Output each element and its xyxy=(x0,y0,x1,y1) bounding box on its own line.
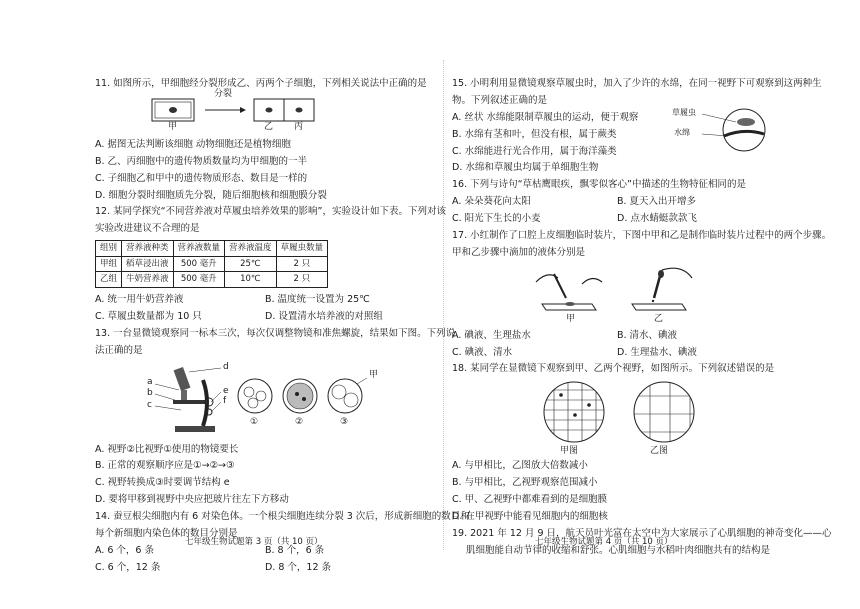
question-15-stem-2: 物。下列叙述正确的是 xyxy=(452,94,548,106)
q15-option-c: C. 水绵能进行光合作用，属于海洋藻类 xyxy=(452,145,617,157)
right-column xyxy=(452,78,832,562)
question-15-stem-1: 15. 小明利用显微镜观察草履虫时，加入了少许的水绵，在同一视野下可观察到这两种生 xyxy=(452,78,822,89)
question-12-stem-1: 12. 某同学探究“不同营养液对草履虫培养效果的影响”，实验设计如下表。下列对该 xyxy=(95,206,446,218)
paramecium-figure xyxy=(672,106,782,152)
microscope-label-d: d xyxy=(223,361,229,372)
question-11 xyxy=(95,78,435,201)
table-header-row xyxy=(96,241,328,257)
question-18-stem: 18. 某同学在显微镜下观察到甲、乙两个视野，如图所示。下列叙述错误的是 xyxy=(452,363,775,375)
q11-option-d: D. 细胞分裂时细胞质先分裂，随后细胞核和细胞膜分裂 xyxy=(95,189,327,201)
q14-option-d: D. 8 个，12 条 xyxy=(265,561,332,573)
q11-option-a: A. 据图无法判断该细胞 动物细胞还是植物细胞 xyxy=(95,138,291,150)
view-label-3: ③ xyxy=(340,416,349,427)
table-header: 草履虫数量 xyxy=(276,241,328,257)
q13-option-d: D. 要将甲移到视野中央应把玻片往左下方移动 xyxy=(95,494,289,506)
question-13 xyxy=(95,327,456,506)
slide-prep-figure xyxy=(532,264,702,326)
question-17-stem-2: 甲和乙步骤中滴加的液体分别是 xyxy=(452,246,586,258)
q13-option-a: A. 视野②比视野①使用的物镜要长 xyxy=(95,443,239,455)
label-spirogyra: 水绵 xyxy=(674,128,690,137)
cell-label-jia: 甲 xyxy=(168,121,178,132)
view-label-jia: 甲 xyxy=(369,369,379,380)
q14-option-b: B. 8 个，6 条 xyxy=(265,544,325,556)
q16-options-row-2 xyxy=(452,213,782,225)
microscope-views-figure xyxy=(542,380,702,458)
q16-option-a: A. 朵朵葵花向太阳 xyxy=(452,196,531,208)
question-15 xyxy=(452,78,822,174)
step-label-yi: 乙 xyxy=(654,313,664,324)
table-header: 营养液数量 xyxy=(173,241,225,257)
q17-option-b: B. 清水、碘液 xyxy=(617,329,678,341)
question-12 xyxy=(95,206,446,322)
question-13-stem-2: 法正确的是 xyxy=(95,344,143,356)
q11-option-c: C. 子细胞乙和甲中的遗传物质形态、数目是一样的 xyxy=(95,172,308,184)
q16-option-b: B. 夏天入出开增多 xyxy=(617,196,697,208)
table-cell: 甲组 xyxy=(96,256,122,272)
microscope-label-b: b xyxy=(147,387,153,398)
q11-option-b: B. 乙、丙细胞中的遗传物质数量均为甲细胞的一半 xyxy=(95,155,308,167)
question-18 xyxy=(452,363,782,522)
q12-option-a: A. 统一用牛奶营养液 xyxy=(95,294,184,305)
q17-options-row-2 xyxy=(452,347,782,359)
microscope-label-c: c xyxy=(147,399,152,410)
table-row xyxy=(96,256,328,272)
microscope-figure xyxy=(145,362,385,440)
q14-option-a: A. 6 个，6 条 xyxy=(95,544,154,556)
microscope-label-f: f xyxy=(223,395,227,406)
question-14-stem-2: 每个新细胞内染色体的数目分别是 xyxy=(95,527,238,539)
page-divider xyxy=(443,60,444,550)
cell-label-bing: 丙 xyxy=(294,121,304,132)
table-cell: 牛奶营养液 xyxy=(122,272,174,288)
q14-options-row-2 xyxy=(95,562,435,574)
q17-option-d: D. 生理盐水、碘液 xyxy=(617,346,697,358)
q18-option-b: B. 与甲相比，乙视野观察范围减小 xyxy=(452,477,598,489)
left-column xyxy=(95,78,470,579)
table-row xyxy=(96,272,328,288)
microscope-diagram xyxy=(145,362,385,440)
table-cell: 10℃ xyxy=(225,272,277,288)
cell-division-figure xyxy=(150,88,320,135)
q16-options-row-1 xyxy=(452,196,782,208)
q16-option-d: D. 点水蜻蜓款款飞 xyxy=(617,213,697,224)
q13-option-c: C. 视野转换成③时要调节结构 e xyxy=(95,477,230,489)
question-14-stem-1: 14. 蚕豆根尖细胞内有 6 对染色体。一个根尖细胞连续分裂 3 次后，形成新细胞的数目和 xyxy=(95,511,470,522)
question-17 xyxy=(452,229,832,359)
experiment-table xyxy=(95,240,328,288)
view-label-jia-tu: 甲图 xyxy=(560,446,579,457)
q18-option-c: C. 甲、乙视野中都难看到的是细胞膜 xyxy=(452,494,608,505)
question-12-stem-2: 实验改进建议不合理的是 xyxy=(95,223,200,235)
q17-option-c: C. 碘液、清水 xyxy=(452,346,513,358)
label-paramecium: 草履虫 xyxy=(672,108,696,117)
division-arrow-label: 分裂 xyxy=(214,88,233,99)
q18-option-d: D. 在甲视野中能看见细胞内的细胞核 xyxy=(452,510,608,522)
q12-options-row-2 xyxy=(95,311,435,323)
question-19-stem-1: 19. 2021 年 12 月 9 日，航天员叶光富在太空中为大家展示了心肌细胞的神奇变化——心 xyxy=(452,527,832,539)
microscope-label-a: a xyxy=(147,376,153,387)
q13-option-b: B. 正常的观察顺序应是①→②→③ xyxy=(95,460,235,472)
question-17-stem-1: 17. 小红制作了口腔上皮细胞临时装片，下图中甲和乙是制作临时装片过程中的两个步骤。 xyxy=(452,229,832,241)
q14-option-c: C. 6 个，12 条 xyxy=(95,561,161,573)
q15-option-b: B. 水绵有茎和叶，但没有根，属于蕨类 xyxy=(452,128,617,140)
table-cell: 2 只 xyxy=(276,256,328,272)
table-cell: 500 毫升 xyxy=(173,272,225,288)
slide-prep-diagram xyxy=(532,264,702,326)
q12-option-b: B. 温度统一设置为 25℃ xyxy=(265,294,370,305)
table-cell: 500 毫升 xyxy=(173,256,225,272)
q15-option-a: A. 丝状 水绵能限制草履虫的运动，便于观察 xyxy=(452,111,639,123)
table-cell: 25℃ xyxy=(225,256,277,272)
view-label-1: ① xyxy=(250,416,259,427)
question-11-stem: 11. 如图所示，甲细胞经分裂形成乙、丙两个子细胞，下列相关说法中正确的是 xyxy=(95,78,427,89)
left-page-footer: 七年级生物试题第 3 页（共 10 页） xyxy=(185,537,323,547)
right-page-footer: 七年级生物试题第 4 页（共 10 页） xyxy=(535,537,673,547)
q17-option-a: A. 碘液、生理盐水 xyxy=(452,329,531,341)
q18-option-a: A. 与甲相比，乙图放大倍数减小 xyxy=(452,460,588,472)
q16-option-c: C. 阳光下生长的小麦 xyxy=(452,213,541,224)
step-label-jia: 甲 xyxy=(566,313,576,324)
q12-options-row-1 xyxy=(95,294,435,306)
table-cell: 2 只 xyxy=(276,272,328,288)
question-16 xyxy=(452,179,782,225)
q15-option-d: D. 水绵和草履虫均属于单细胞生物 xyxy=(452,162,599,174)
cell-label-yi: 乙 xyxy=(264,121,274,132)
question-19-stem-2: 肌细胞能自动节律的收缩和舒张。心肌细胞与水稻叶肉细胞共有的结构是 xyxy=(466,544,771,556)
q17-options-row-1 xyxy=(452,330,782,342)
view-label-yi-tu: 乙图 xyxy=(650,446,669,457)
table-header: 营养液温度 xyxy=(225,241,277,257)
table-cell: 乙组 xyxy=(96,272,122,288)
microscope-label-e: e xyxy=(223,385,229,396)
question-16-stem: 16. 下列与诗句“草枯鹰眼疾，飘零似客心”中描述的生物特征相同的是 xyxy=(452,179,746,191)
table-cell: 稻草浸出液 xyxy=(122,256,174,272)
q12-option-d: D. 设置清水培养液的对照组 xyxy=(265,310,383,322)
q12-option-c: C. 草履虫数量都为 10 只 xyxy=(95,310,202,322)
question-13-stem-1: 13. 一台显微镜观察同一标本三次，每次仅调整物镜和准焦螺旋，结果如下图。下列说 xyxy=(95,327,456,339)
table-header: 营养液种类 xyxy=(122,241,174,257)
view-label-2: ② xyxy=(295,416,304,427)
table-header: 组别 xyxy=(96,241,122,257)
microscope-views-diagram xyxy=(542,380,702,446)
